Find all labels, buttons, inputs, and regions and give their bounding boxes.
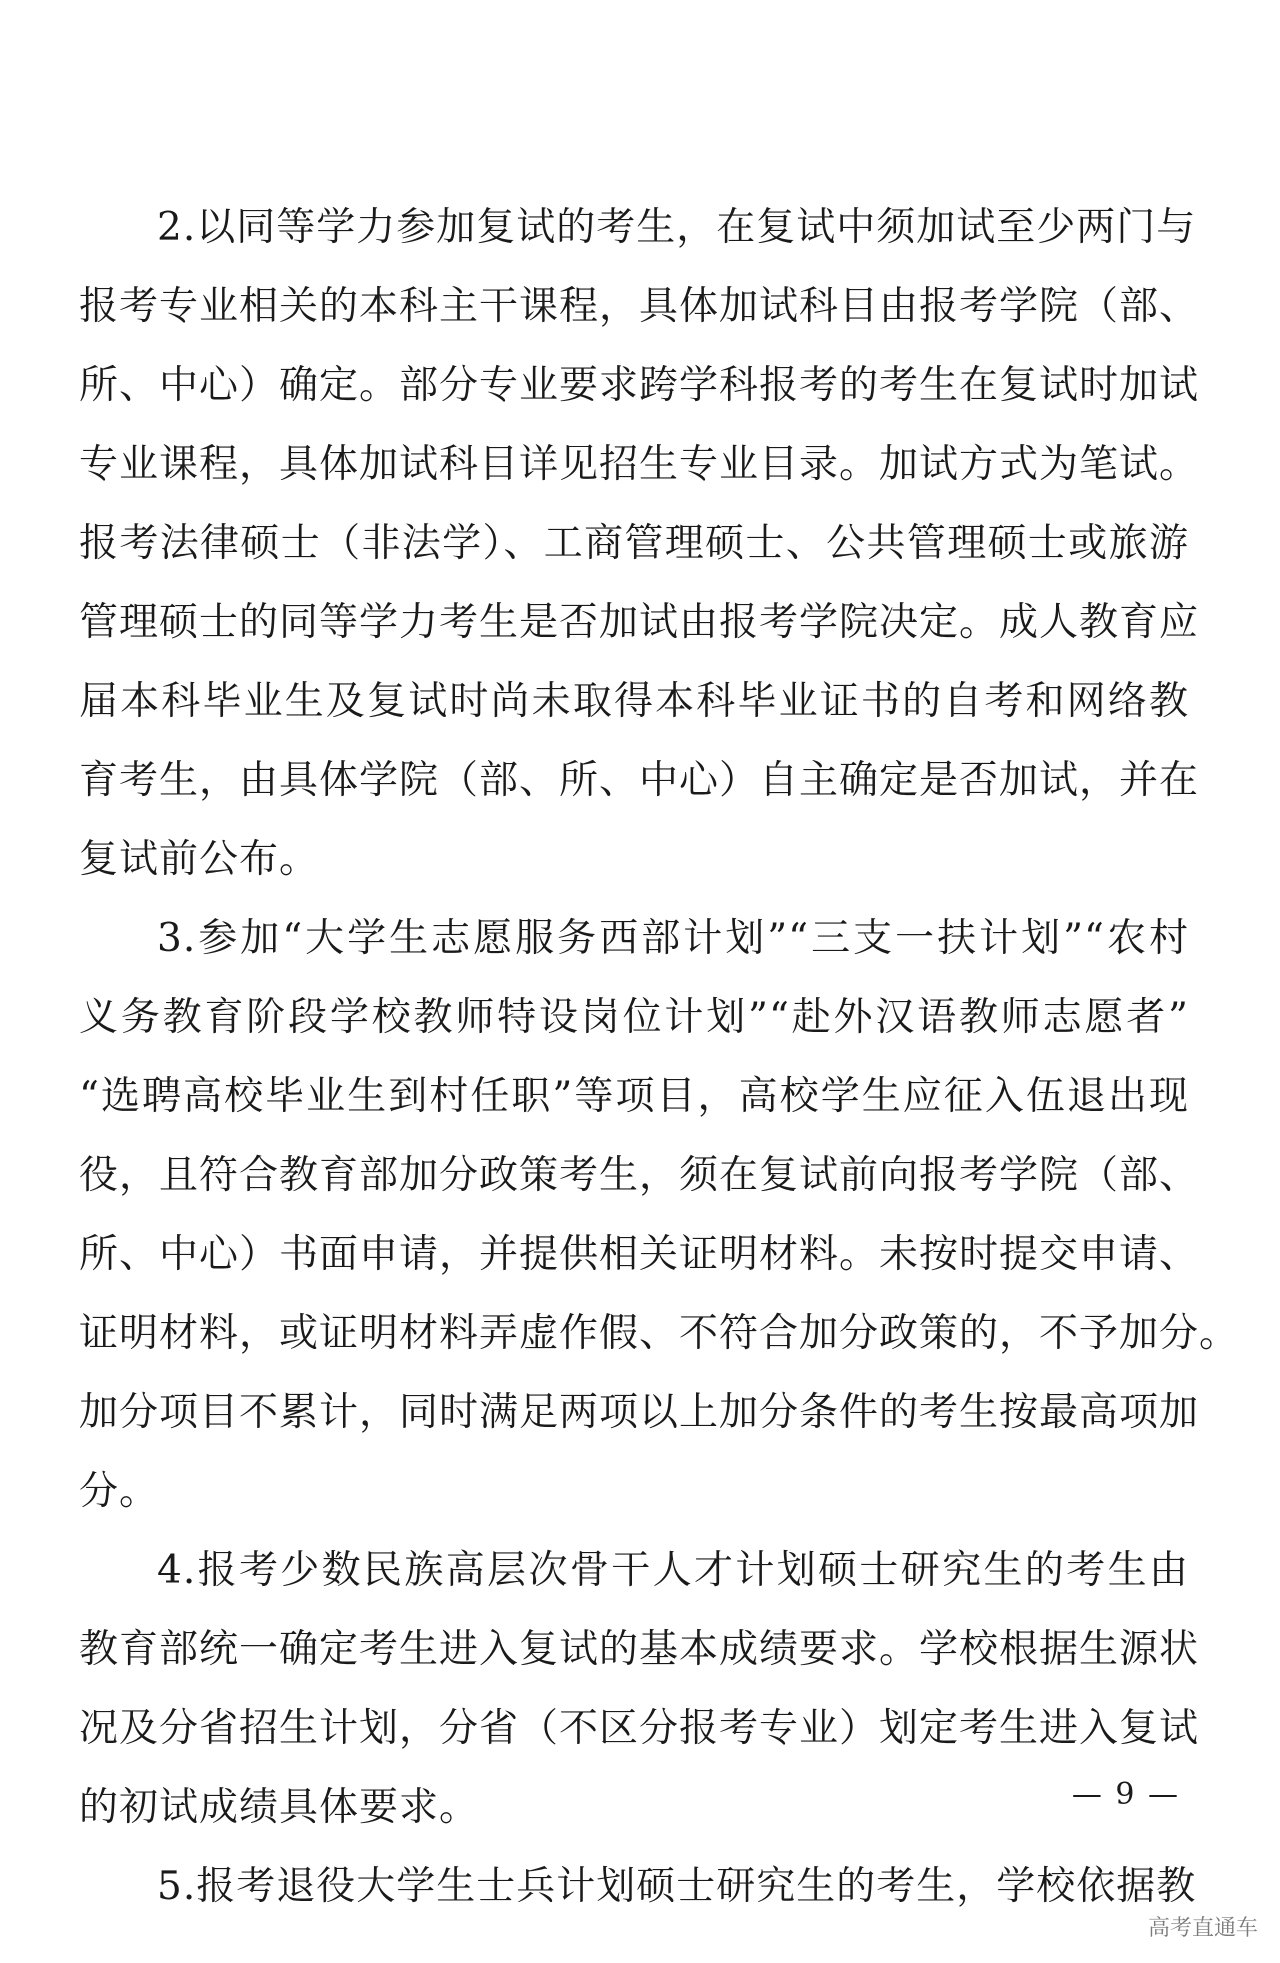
text-line: 分。	[79, 1469, 160, 1514]
text-line: 育考生，由具体学院（部、所、中心）自主确定是否加试，并在	[79, 758, 1200, 803]
text-line: 的初试成绩具体要求。	[79, 1785, 480, 1830]
text-line: 复试前公布。	[79, 837, 320, 882]
text-line: 届本科毕业生及复试时尚未取得本科毕业证书的自考和网络教	[79, 679, 1189, 724]
text-line: “选聘高校毕业生到村任职”等项目，高校学生应征入伍退出现	[79, 1074, 1189, 1119]
body-text	[79, 188, 1240, 1926]
paragraph-2	[79, 899, 1240, 1531]
text-line: 役，且符合教育部加分政策考生，须在复试前向报考学院（部、	[79, 1153, 1200, 1198]
text-line: 证明材料，或证明材料弄虚作假、不符合加分政策的，不予加分。	[79, 1311, 1240, 1356]
text-line: 5.报考退役大学生士兵计划硕士研究生的考生，学校依据教	[157, 1864, 1197, 1909]
text-line: 所、中心）确定。部分专业要求跨学科报考的考生在复试时加试	[79, 363, 1200, 408]
watermark-text: 高考直通车	[1147, 1916, 1258, 1941]
text-line: 报考法律硕士（非法学）、工商管理硕士、公共管理硕士或旅游	[79, 521, 1189, 566]
text-line: 报考专业相关的本科主干课程，具体加试科目由报考学院（部、	[79, 284, 1200, 329]
paragraph-3	[79, 1531, 1200, 1847]
text-line: 4.报考少数民族高层次骨干人才计划硕士研究生的考生由	[157, 1548, 1189, 1593]
text-line: 加分项目不累计，同时满足两项以上加分条件的考生按最高项加	[79, 1390, 1200, 1435]
text-line: 管理硕士的同等学力考生是否加试由报考学院决定。成人教育应	[79, 600, 1200, 645]
text-line: 2.以同等学力参加复试的考生，在复试中须加试至少两门与	[157, 205, 1197, 250]
paragraph-4	[79, 1847, 1197, 1926]
text-line: 教育部统一确定考生进入复试的基本成绩要求。学校根据生源状	[79, 1627, 1200, 1672]
text-line: 况及分省招生计划，分省（不区分报考专业）划定考生进入复试	[79, 1706, 1200, 1751]
text-line: 专业课程，具体加试科目详见招生专业目录。加试方式为笔试。	[79, 442, 1200, 487]
text-line: 3.参加“大学生志愿服务西部计划”“三支一扶计划”“农村	[157, 916, 1189, 961]
paragraph-1	[79, 188, 1200, 899]
text-line: 义务教育阶段学校教师特设岗位计划”“赴外汉语教师志愿者”	[79, 995, 1189, 1040]
page-number: — 9 —	[1071, 1777, 1180, 1812]
text-line: 所、中心）书面申请，并提供相关证明材料。未按时提交申请、	[79, 1232, 1200, 1277]
